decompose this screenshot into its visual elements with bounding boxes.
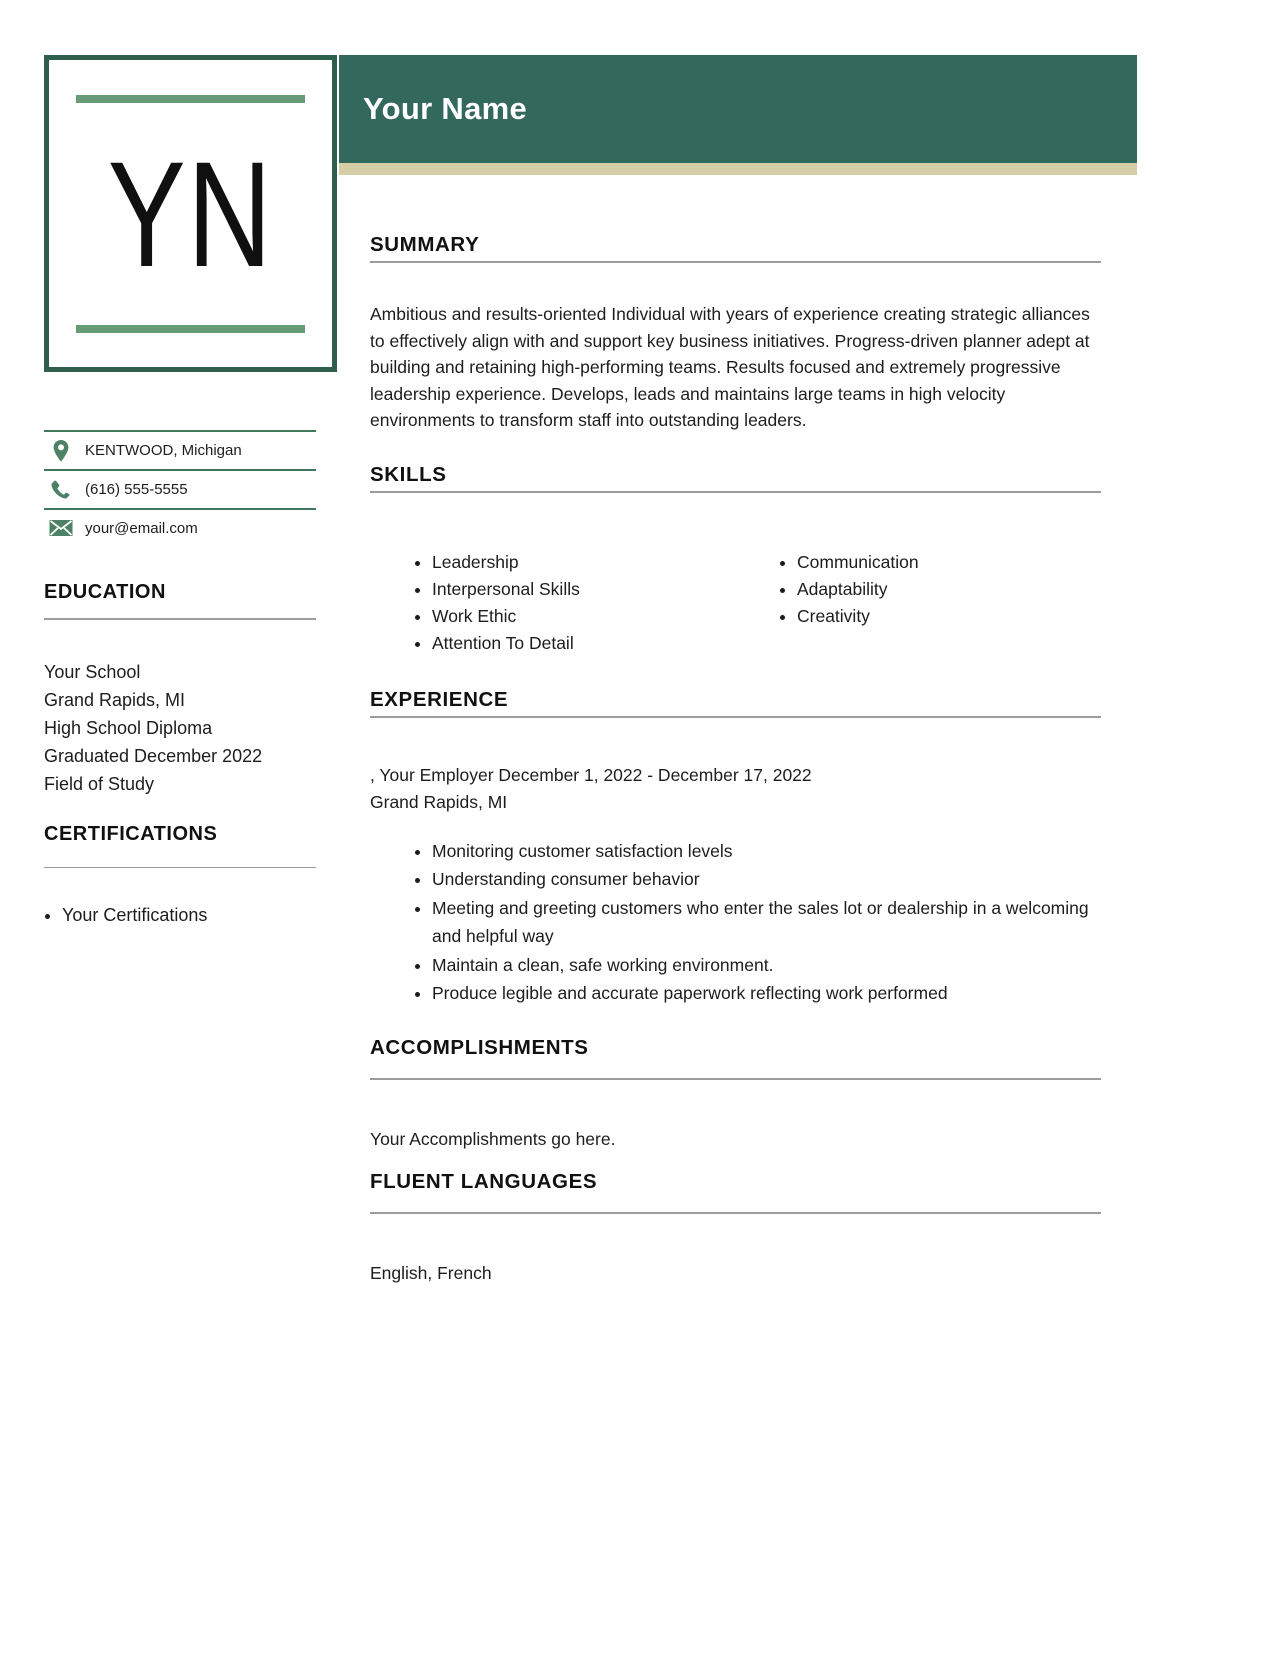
monogram-initials: YN — [107, 129, 274, 298]
skills-list-1 — [370, 549, 735, 657]
education-field: Field of Study — [44, 773, 155, 794]
accomplishments-divider — [370, 1078, 1101, 1080]
skill-item: • Work Ethic — [432, 603, 735, 630]
experience-bullet: • Maintain a clean, safe working environment. — [432, 951, 1101, 980]
contact-location: KENTWOOD, Michigan — [85, 442, 242, 459]
accomplishments-text: Your Accomplishments go here. — [370, 1128, 616, 1149]
experience-divider — [370, 716, 1101, 718]
skills-heading: SKILLS — [370, 462, 447, 486]
contact-row-location — [44, 430, 316, 469]
header-banner — [339, 55, 1137, 163]
header-accent-strip — [339, 163, 1137, 175]
skill-item: • Communication — [797, 549, 1100, 576]
phone-icon — [49, 478, 73, 502]
summary-divider — [370, 261, 1101, 263]
skills-columns — [370, 549, 1101, 657]
skills-divider — [370, 491, 1101, 493]
skill-item: • Interpersonal Skills — [432, 576, 735, 603]
education-heading: EDUCATION — [44, 581, 166, 603]
education-graduation: Graduated December 2022 — [44, 745, 263, 766]
page-title: Your Name — [363, 91, 528, 126]
certification-item: • Your Certifications — [62, 901, 316, 929]
skills-list-2 — [735, 549, 1100, 630]
experience-bullet: • Understanding consumer behavior — [432, 865, 1101, 894]
accomplishments-heading: ACCOMPLISHMENTS — [370, 1035, 589, 1059]
languages-text: English, French — [370, 1263, 492, 1283]
experience-heading: EXPERIENCE — [370, 687, 509, 711]
email-icon — [49, 517, 73, 541]
experience-bullet: • Produce legible and accurate paperwork reflecting work performed — [432, 979, 1101, 1008]
experience-employer-block — [370, 762, 1101, 817]
education-divider — [44, 618, 316, 620]
experience-location: Grand Rapids, MI — [370, 792, 508, 812]
summary-text: Ambitious and results-oriented Individual with years of experience creating strategic alliances to effectively align with and support key business initiatives. Progress-driven planner adept at building and retaining high-performing teams. Results focused and extremely progressive leadership experience. Develops, leads and maintains large teams in high velocity environments to transform staff into outstanding leaders. — [370, 304, 1090, 430]
education-school: Your School — [44, 661, 141, 682]
certifications-list — [44, 901, 316, 929]
main-content — [370, 233, 1101, 1287]
experience-bullet: • Meeting and greeting customers who enter the sales lot or dealership in a welcoming and helpful way — [432, 894, 1101, 951]
skill-item: • Attention To Detail — [432, 630, 735, 657]
education-city: Grand Rapids, MI — [44, 689, 186, 710]
experience-employer-dates: , Your Employer December 1, 2022 - December 17, 2022 — [370, 764, 812, 785]
contact-row-phone — [44, 469, 316, 508]
contact-row-email — [44, 508, 316, 547]
education-details — [44, 658, 316, 798]
skills-column-2 — [735, 549, 1100, 657]
certifications-heading: CERTIFICATIONS — [44, 822, 218, 845]
experience-bullet: • Monitoring customer satisfaction levels — [432, 837, 1101, 866]
monogram-bottom-bar — [76, 325, 305, 333]
experience-bullets — [370, 837, 1101, 1008]
education-degree: High School Diploma — [44, 717, 213, 738]
skills-column-1 — [370, 549, 735, 657]
contact-phone: (616) 555-5555 — [85, 481, 188, 498]
location-pin-icon — [49, 439, 73, 463]
languages-heading: FLUENT LANGUAGES — [370, 1170, 598, 1193]
skill-item: • Adaptability — [797, 576, 1100, 603]
skill-item: • Leadership — [432, 549, 735, 576]
monogram-box — [44, 55, 337, 372]
sidebar — [44, 430, 316, 929]
summary-heading: SUMMARY — [370, 233, 480, 256]
languages-divider — [370, 1212, 1101, 1214]
skill-item: • Creativity — [797, 603, 1100, 630]
certifications-divider — [44, 867, 316, 869]
contact-email: your@email.com — [85, 520, 198, 537]
